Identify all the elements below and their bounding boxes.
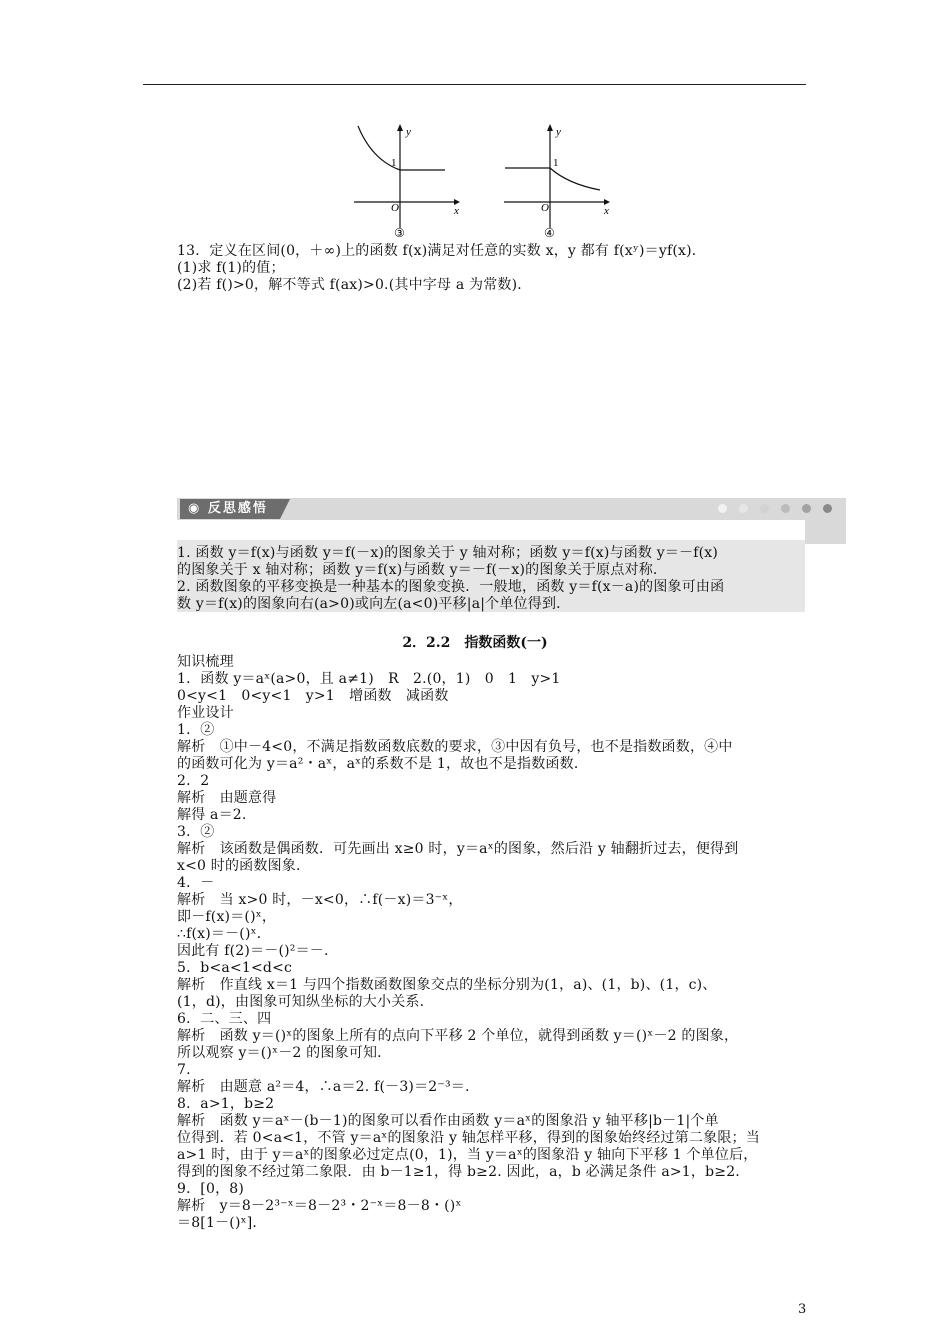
answer-line: 8．a>1，b≥2 <box>177 1096 275 1112</box>
answer-line: 7. <box>177 1062 191 1078</box>
graph-3-curve <box>358 126 445 170</box>
answer-line: 解析 ①中－4<0，不满足指数函数底数的要求，③中因有负号，也不是指数函数，④中 <box>177 739 733 755</box>
reflect-title: ◉ 反思感悟 <box>180 499 280 519</box>
answer-line: 解析 由题意得 <box>177 790 277 806</box>
answer-line: 4．－ <box>177 875 215 891</box>
dot-icon <box>718 504 727 513</box>
reflect-line: 2. 函数图象的平移变换是一种基本的图象变换．一般地，函数 y＝f(x－a)的图象可由函 <box>177 579 725 595</box>
graph-3 <box>350 118 470 240</box>
y-arrow-icon <box>397 124 403 131</box>
answer-line: 所以观察 y＝()ˣ－2 的图象可知． <box>177 1045 392 1061</box>
y-arrow-icon <box>547 124 553 131</box>
answer-line: a>1 时，由于 y＝aˣ的图象必过定点(0，1)，当 y＝aˣ的图象沿 y 轴向下平移 1 个单位后， <box>177 1147 758 1163</box>
answer-line: 因此有 f(2)＝－()²＝－. <box>177 943 329 959</box>
answer-line: 得到的图象不经过第二象限．由 b－1≥1，得 b≥2. 因此，a，b 必满足条件 a>1，b≥2. <box>177 1164 740 1180</box>
answer-line: 0<y<1 0<y<1 y>1 增函数 减函数 <box>177 688 449 704</box>
dot-icon <box>739 504 748 513</box>
answer-line: 知识梳理 <box>177 654 234 670</box>
answer-line: 5．b<a<1<d<c <box>177 960 293 976</box>
answer-line: 解析 作直线 x＝1 与四个指数函数图象交点的坐标分别为(1，a)、(1，b)、(1，c)、 <box>177 977 717 993</box>
answer-line: 作业设计 <box>177 705 234 721</box>
one-label: 1 <box>553 157 559 169</box>
y-label: y <box>406 126 411 138</box>
one-label: 1 <box>391 157 397 169</box>
dot-icon <box>823 504 832 513</box>
answer-line: ∴f(x)＝－()ˣ． <box>177 926 271 942</box>
dot-icon <box>760 504 769 513</box>
answer-line: 即－f(x)＝()ˣ， <box>177 909 277 925</box>
problem-13-statement: 13．定义在区间(0，＋∞)上的函数 f(x)满足对任意的实数 x，y 都有 f(xʸ)＝yf(x)． <box>177 243 706 259</box>
origin-label: O <box>391 202 399 214</box>
reflect-line: 的图象关于 x 轴对称；函数 y＝f(x)与函数 y＝－f(－x)的图象关于原点对称． <box>177 562 668 578</box>
answer-line: 解析 由题意 a²＝4，∴a＝2. f(－3)＝2⁻³＝. <box>177 1079 470 1095</box>
answer-line: 位得到．若 0<a<1，不管 y＝aˣ的图象沿 y 轴怎样平移，得到的图象始终经过第二象限；当 <box>177 1130 760 1146</box>
problem-13-part-2: (2)若 f()>0，解不等式 f(ax)>0.(其中字母 a 为常数)． <box>177 277 532 293</box>
dot-icon <box>781 504 790 513</box>
answer-line: 的函数可化为 y＝a²・aˣ，aˣ的系数不是 1，故也不是指数函数． <box>177 756 589 772</box>
graph-4-curve <box>505 168 600 190</box>
answer-line: 9．[0，8) <box>177 1181 245 1197</box>
header-rule <box>143 84 806 85</box>
answer-line: (1，d)，由图象可知纵坐标的大小关系． <box>177 994 434 1010</box>
problem-13-part-1: (1)求 f(1)的值； <box>177 260 285 276</box>
graph-number: ④ <box>544 226 555 240</box>
answer-line: 解析 函数 y＝()ˣ的图象上所有的点向下平移 2 个单位，就得到函数 y＝()ˣ－2 的图象， <box>177 1028 739 1044</box>
answer-line: 1．② <box>177 722 215 738</box>
answer-line: 解析 当 x>0 时，－x<0，∴f(－x)＝3⁻ˣ， <box>177 892 463 908</box>
reflect-line: 数 y＝f(x)的图象向右(a>0)或向左(a<0)平移|a|个单位得到． <box>177 596 571 612</box>
answer-line: 2．2 <box>177 773 210 789</box>
answer-line: ＝8[1－()ˣ]． <box>177 1215 267 1231</box>
reflect-line: 1. 函数 y＝f(x)与函数 y＝f(－x)的图象关于 y 轴对称；函数 y＝f(x)与函数 y＝－f(x) <box>177 545 719 561</box>
x-label: x <box>454 205 459 217</box>
page-number: 3 <box>798 1302 807 1317</box>
answer-line: 解得 a＝2. <box>177 807 247 823</box>
reflect-title-notch <box>280 499 290 519</box>
section-title: 2．2.2 指数函数(一) <box>402 635 548 651</box>
origin-label: O <box>541 202 549 214</box>
graph-4 <box>500 118 620 240</box>
answer-line: 3．② <box>177 824 215 840</box>
answer-line: x<0 时的函数图象． <box>177 858 311 874</box>
answer-line: 解析 函数 y＝aˣ－(b－1)的图象可以看作由函数 y＝aˣ的图象沿 y 轴平移|b－1|个单 <box>177 1113 719 1129</box>
answer-line: 解析 y＝8－2³⁻ˣ＝8－2³・2⁻ˣ＝8－8・()ˣ <box>177 1198 462 1214</box>
answer-line: 1．函数 y＝aˣ(a>0，且 a≠1) R 2.(0，1) 0 1 y>1 <box>177 671 561 687</box>
y-label: y <box>556 126 561 138</box>
x-label: x <box>604 205 609 217</box>
graph-number: ③ <box>394 226 405 240</box>
reflect-banner-tail <box>805 520 846 544</box>
dot-icon <box>802 504 811 513</box>
answer-line: 6．二、三、四 <box>177 1011 272 1027</box>
answer-line: 解析 该函数是偶函数．可先画出 x≥0 时，y＝aˣ的图象，然后沿 y 轴翻折过去，便得到 <box>177 841 739 857</box>
